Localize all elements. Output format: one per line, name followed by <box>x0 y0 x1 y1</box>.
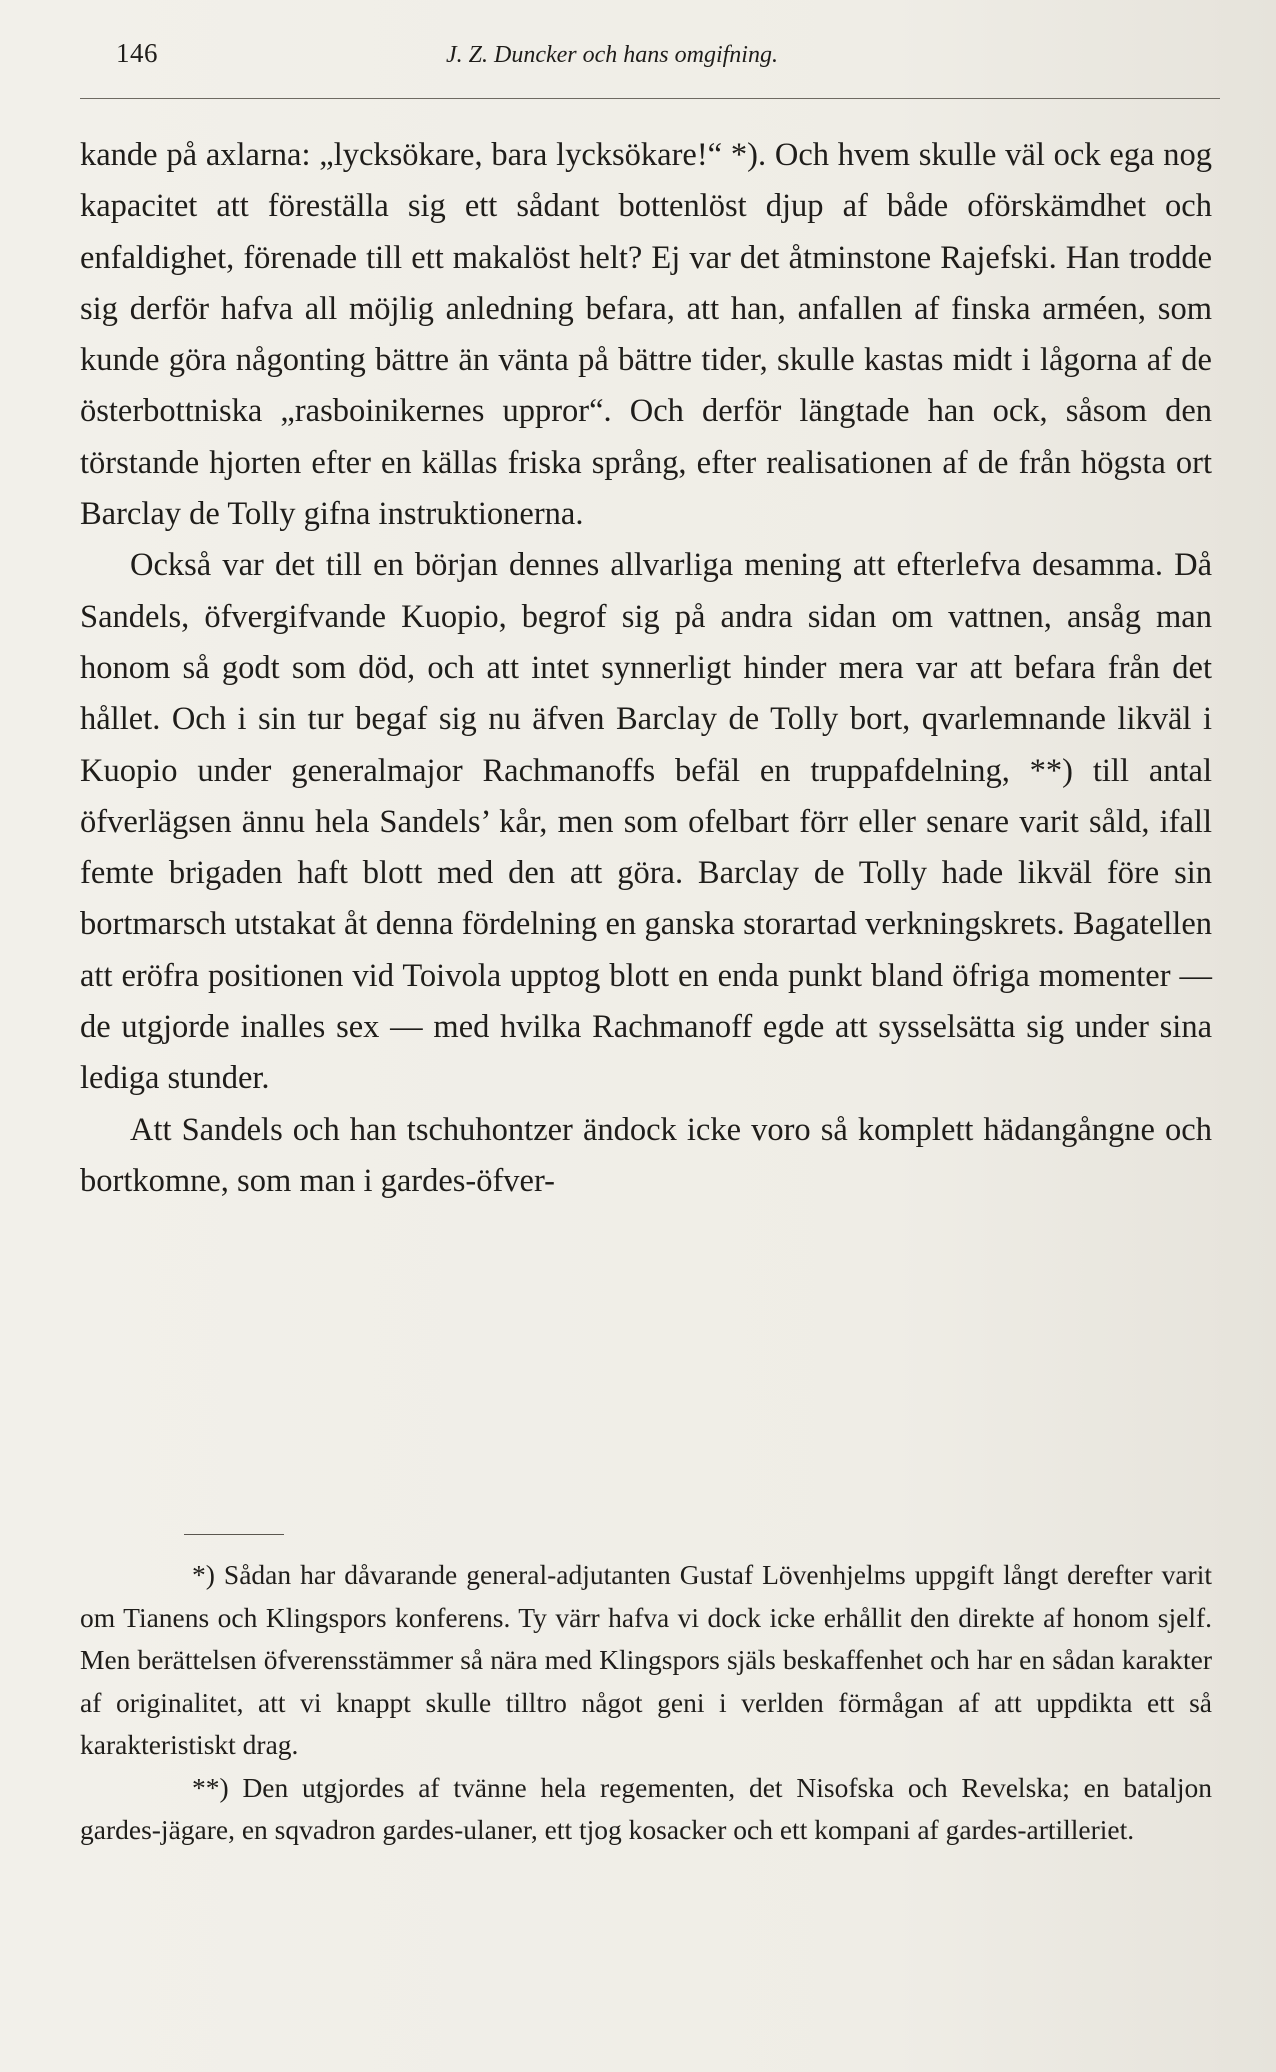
running-title: J. Z. Duncker och hans omgifning. <box>446 42 778 68</box>
body-text <box>80 130 1212 1207</box>
running-head <box>116 38 1212 78</box>
paragraph: Också var det till en början dennes allvarliga mening att efterlefva desamma. Då Sandels, öfvergifvande Kuopio, begrof sig på andra sidan om vattnen, ansåg man honom så godt som död, och att intet synnerligt hinder mera var att befara från det hållet. Och i sin tur begaf sig nu äfven Barclay de Tolly bort, qvarlemnande likväl i Kuopio under generalmajor Rachmanoffs befäl en truppafdelning, **) till antal öfverlägsen ännu hela Sandels’ kår, men som ofelbart förr eller senare varit såld, ifall femte brigaden haft blott med den att göra. Barclay de Tolly hade likväl före sin bortmarsch utstakat åt denna fördelning en ganska storartad verkningskrets. Bagatellen att eröfra positionen vid Toivola upptog blott en enda punkt bland öfriga momenter — de utgjorde inalles sex — med hvilka Rachmanoff egde att sysselsätta sig under sina lediga stunder. <box>80 547 1212 1097</box>
paragraph-continued: kande på axlarna: „lycksökare, bara lycksökare!“ *). Och hvem skulle väl ock ega nog kapacitet att föreställa sig ett sådant bottenlöst djup af både oförskämdhet och enfaldighet, förenade till ett makalöst helt? Ej var det åtminstone Rajefski. Han trodde sig derför hafva all möjlig anledning befara, att han, anfallen af finska arméen, som kunde göra någonting bättre än vänta på bättre tider, skulle kastas midt i lågorna af de österbottniska „rasboinikernes uppror“. Och derför längtade han ock, såsom den törstande hjorten efter en källas friska språng, efter realisationen af de från högsta ort Barclay de Tolly gifna instruktionerna. <box>80 137 1212 533</box>
header-rule <box>80 98 1220 99</box>
paragraph: Att Sandels och han tschuhontzer ändock icke voro så komplett hädangångne och bortkomne, som man i gardes-öfver- <box>80 1111 1212 1199</box>
page-number: 146 <box>116 38 158 68</box>
footnote-rule <box>184 1534 284 1535</box>
footnote-2: **) Den utgjordes af tvänne hela regementen, det Nisofska och Revelska; en bataljon gardes-jägare, en sqvadron gardes-ulaner, ett tjog kosacker och ett kompani af gardes-artilleriet. <box>80 1771 1212 1845</box>
footnotes <box>80 1554 1212 1852</box>
footnote-1: *) Sådan har dåvarande general-adjutanten Gustaf Lövenhjelms uppgift långt derefter varit om Tianens och Klingspors konferens. Ty värr hafva vi dock icke erhållit den direkte af honom sjelf. Men berättelsen öfverensstämmer så nära med Klingspors själs beskaffenhet och har en sådan karakter af originalitet, att vi knappt skulle tilltro något geni i verlden förmågan af att uppdikta ett så karakteristiskt drag. <box>80 1559 1212 1760</box>
